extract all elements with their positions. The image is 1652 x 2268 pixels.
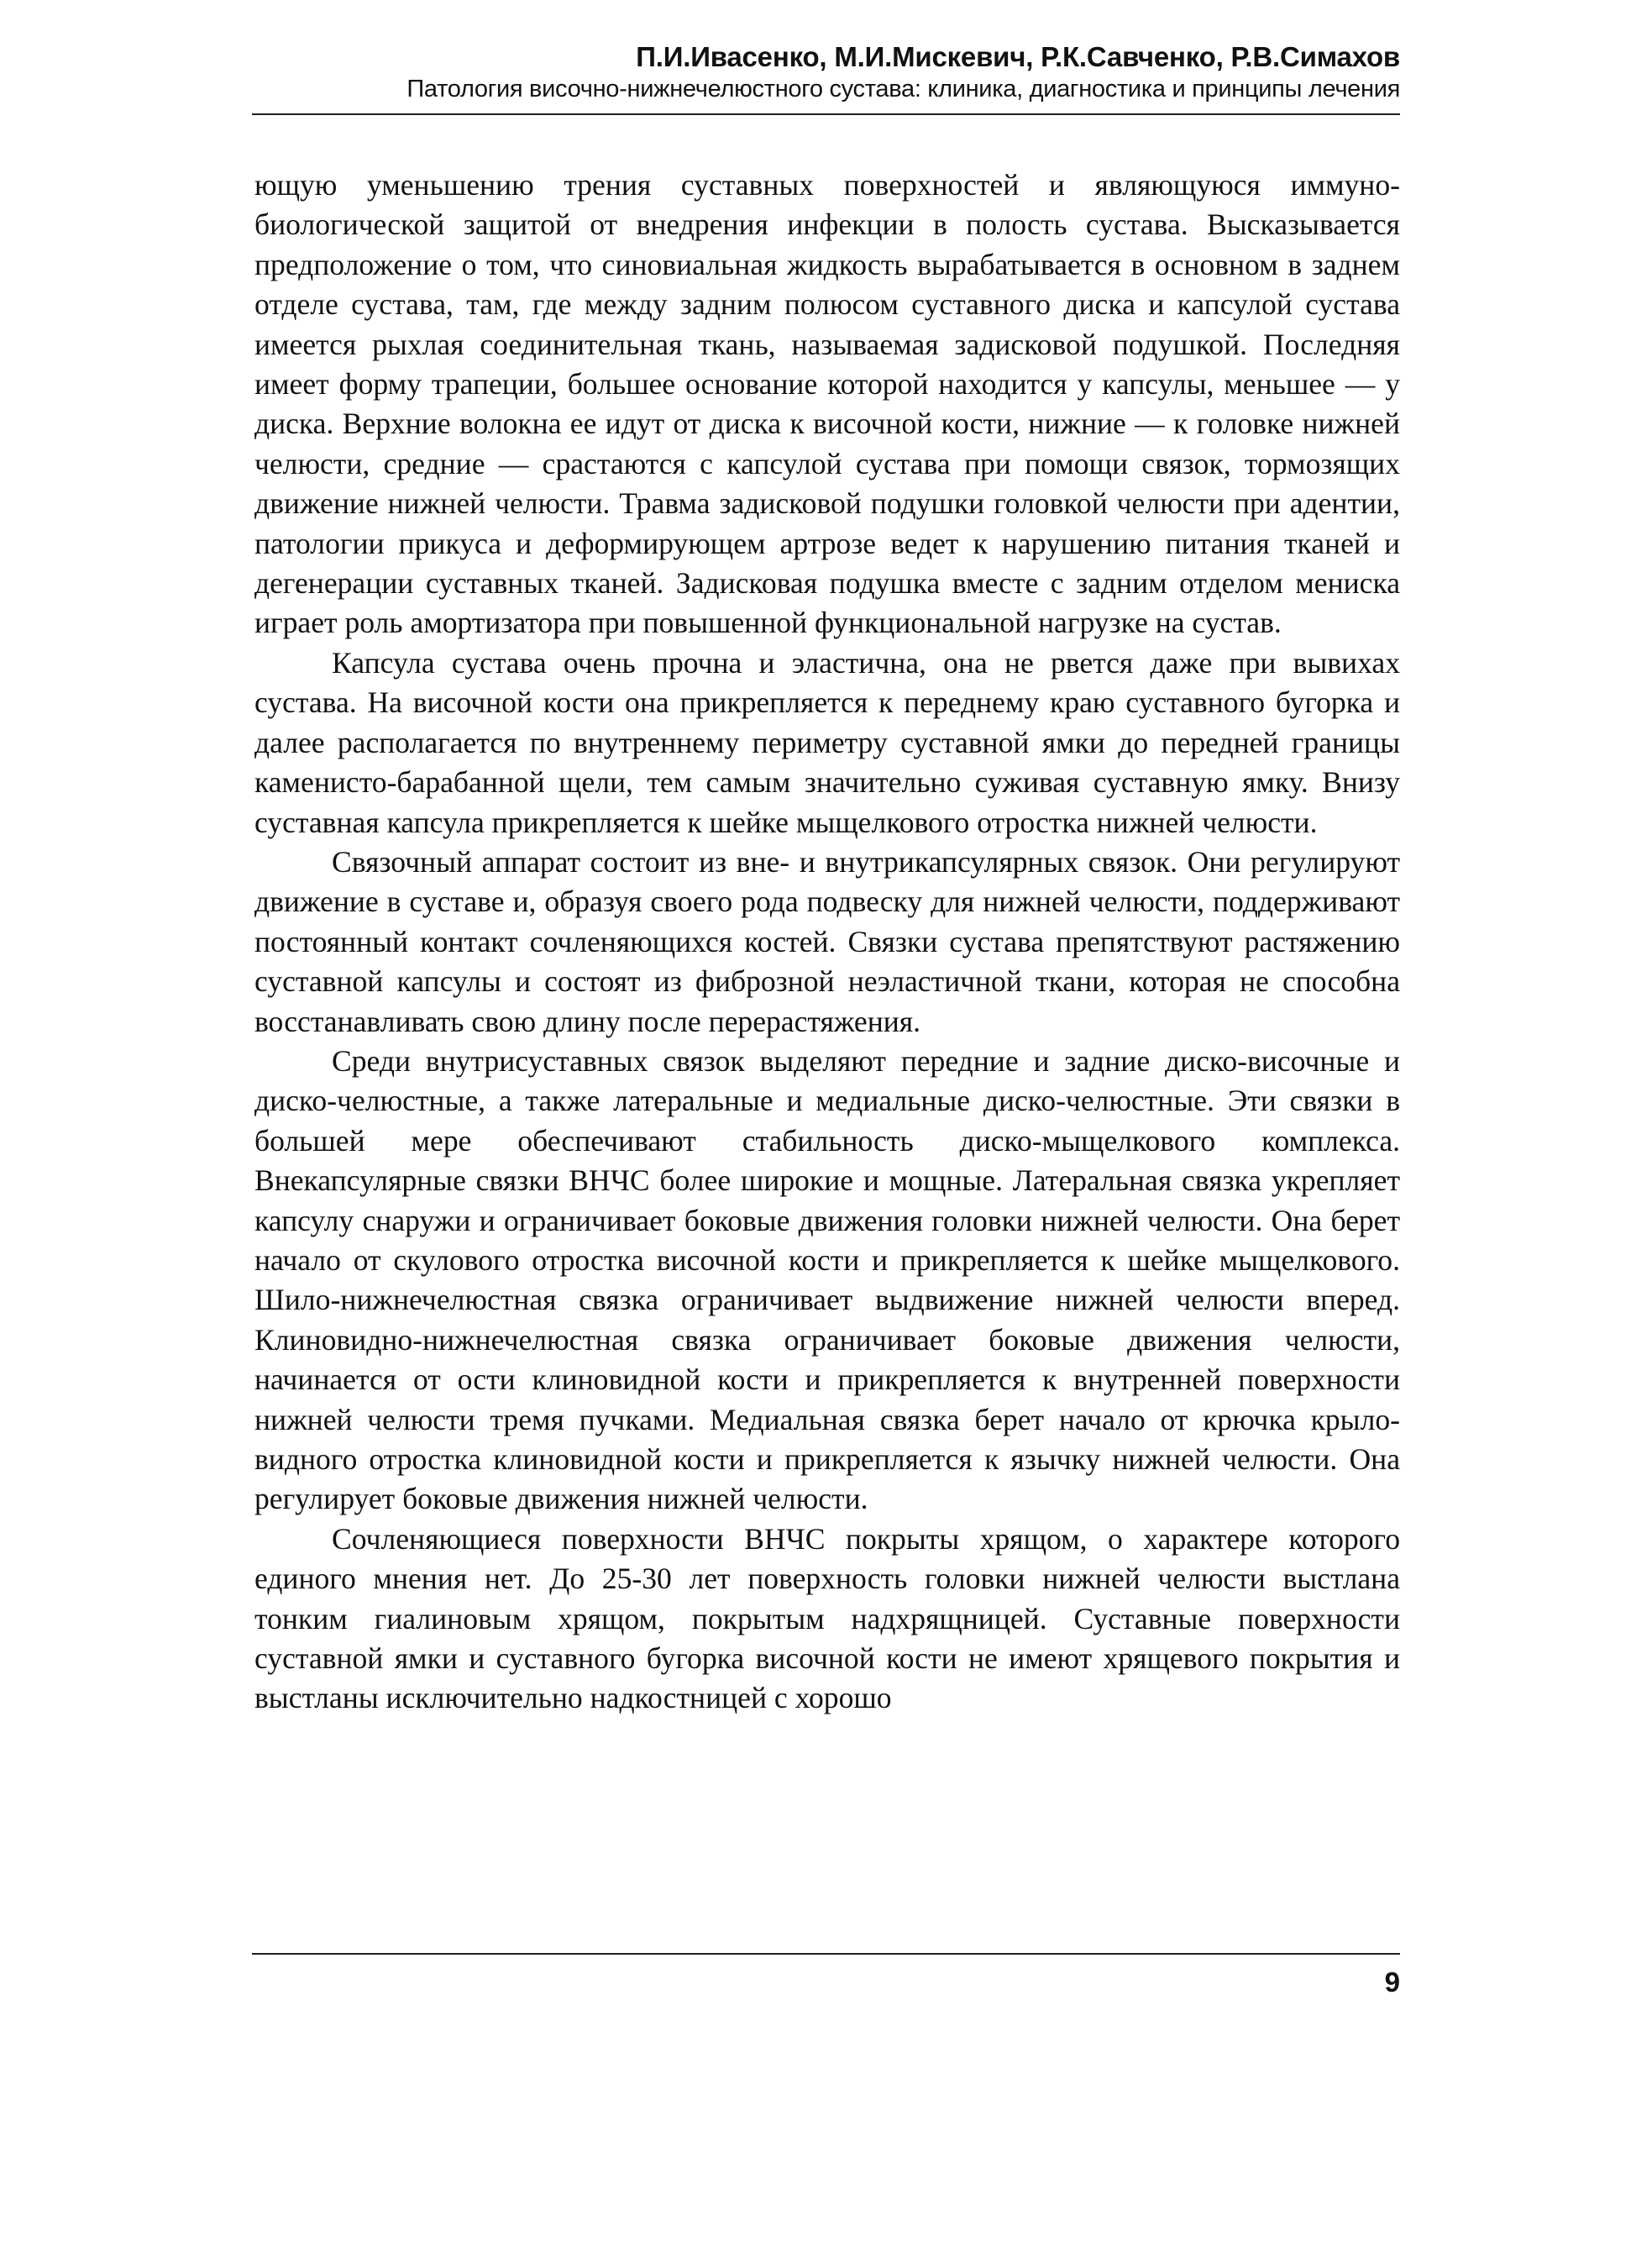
paragraph-cartilage: Сочленяющиеся поверхности ВНЧС покрыты хрящом, о характере которого единого мнения нет. До 25-30 лет поверхность головки нижней челюсти выстлана тонким гиалиновым хрящом, покрытым надхрящницей. Суставные поверхности суставной ямки и суставного бугорка височной кости не имеют хрящевого покрытия и выстланы исключительно надкостницей с хорошо bbox=[254, 1521, 1400, 1715]
header-divider bbox=[252, 113, 1400, 115]
paragraph-capsule: Капсула сустава очень прочна и эластична, она не рвется даже при вывихах сустава. На височной кости она прикрепляется к переднему краю суставного бугорка и далее располагается по внутреннему периметру суставной ямки до передней границы каменисто-барабанной щели, тем самым значительно суживая суставную ямку. Внизу суставная капсула прикрепляется к шейке мыщелкового отростка нижней челюсти. bbox=[254, 645, 1400, 839]
body-text bbox=[254, 165, 1400, 1719]
page-number: 9 bbox=[1384, 1966, 1400, 1998]
header-book-title: Патология височно-нижнечелюстного сустава: клиника, диагностика и принципы лечения bbox=[406, 76, 1400, 102]
paragraph-continuation: ющую уменьшению трения суставных поверхностей и являющуюся иммунобиологической защитой от внедрения инфекции в полость сустава. Высказывается предположение о том, что синовиальная жидкость вырабатывается в основном в заднем отделе сустава, там, где между задним полюсом суставного диска и капсулой сустава имеется рыхлая соединительная ткань, называемая задисковой подушкой. Последняя имеет форму трапеции, большее основание которой находится у капсулы, меньшее — у диска. Верхние волокна ее идут от диска к височной кости, нижние — к головке нижней челюсти, средние — срастаются с капсулой сустава при помощи связок, тормозящих движение нижней челюсти. Травма задисковой подушки головкой челюсти при адентии, патологии прикуса и деформирующем артрозе ведет к нарушению питания тканей и дегенерации суставных тканей. Задисковая подушка вместе с задним отделом мениска играет роль амортизатора при повышенной функциональной нагрузке на сустав. bbox=[254, 168, 1400, 640]
footer-divider bbox=[252, 1953, 1400, 1955]
running-header bbox=[252, 40, 1400, 104]
paragraph-ligaments: Связочный аппарат состоит из вне- и внутрикапсулярных связок. Они регулируют движение в суставе и, образуя своего рода подвеску для нижней челюсти, поддерживают постоянный контакт сочленяющихся костей. Связки сустава препятствуют растяжению суставной капсулы и состоят из фиброзной неэластичной ткани, которая не способна восстанавливать свою длину после перерастяжения. bbox=[254, 844, 1400, 1038]
header-authors: П.И.Ивасенко, М.И.Мискевич, Р.К.Савченко, Р.В.Симахов bbox=[636, 41, 1400, 72]
paragraph-intra-articular-ligaments: Среди внутрисуставных связок выделяют передние и задние диско-височные и диско-челюстные, а также латеральные и медиальные диско-челюстные. Эти связки в большей мере обеспечивают стабильность диско-мыщелкового комплекса. Внекапсулярные связки ВНЧС более широкие и мощные. Латеральная связка укрепляет капсулу снаружи и ограничивает боковые движения головки нижней челюсти. Она берет начало от скулового отростка височной кости и прикрепляется к шейке мыщелкового. Шило-нижнечелюстная связка ограничивает выдвижение нижней челюсти вперед. Клиновидно-нижнечелюстная связка ограничивает боковые движения челюсти, начинается от ости клиновидной кости и прикрепляется к внутренней поверхности нижней челюсти тремя пучками. Медиальная связка берет начало от крючка крыловидного отростка клиновидной кости и прикрепляется к язычку нижней челюсти. Она регулирует боковые движения нижней челюсти. bbox=[254, 1043, 1400, 1516]
